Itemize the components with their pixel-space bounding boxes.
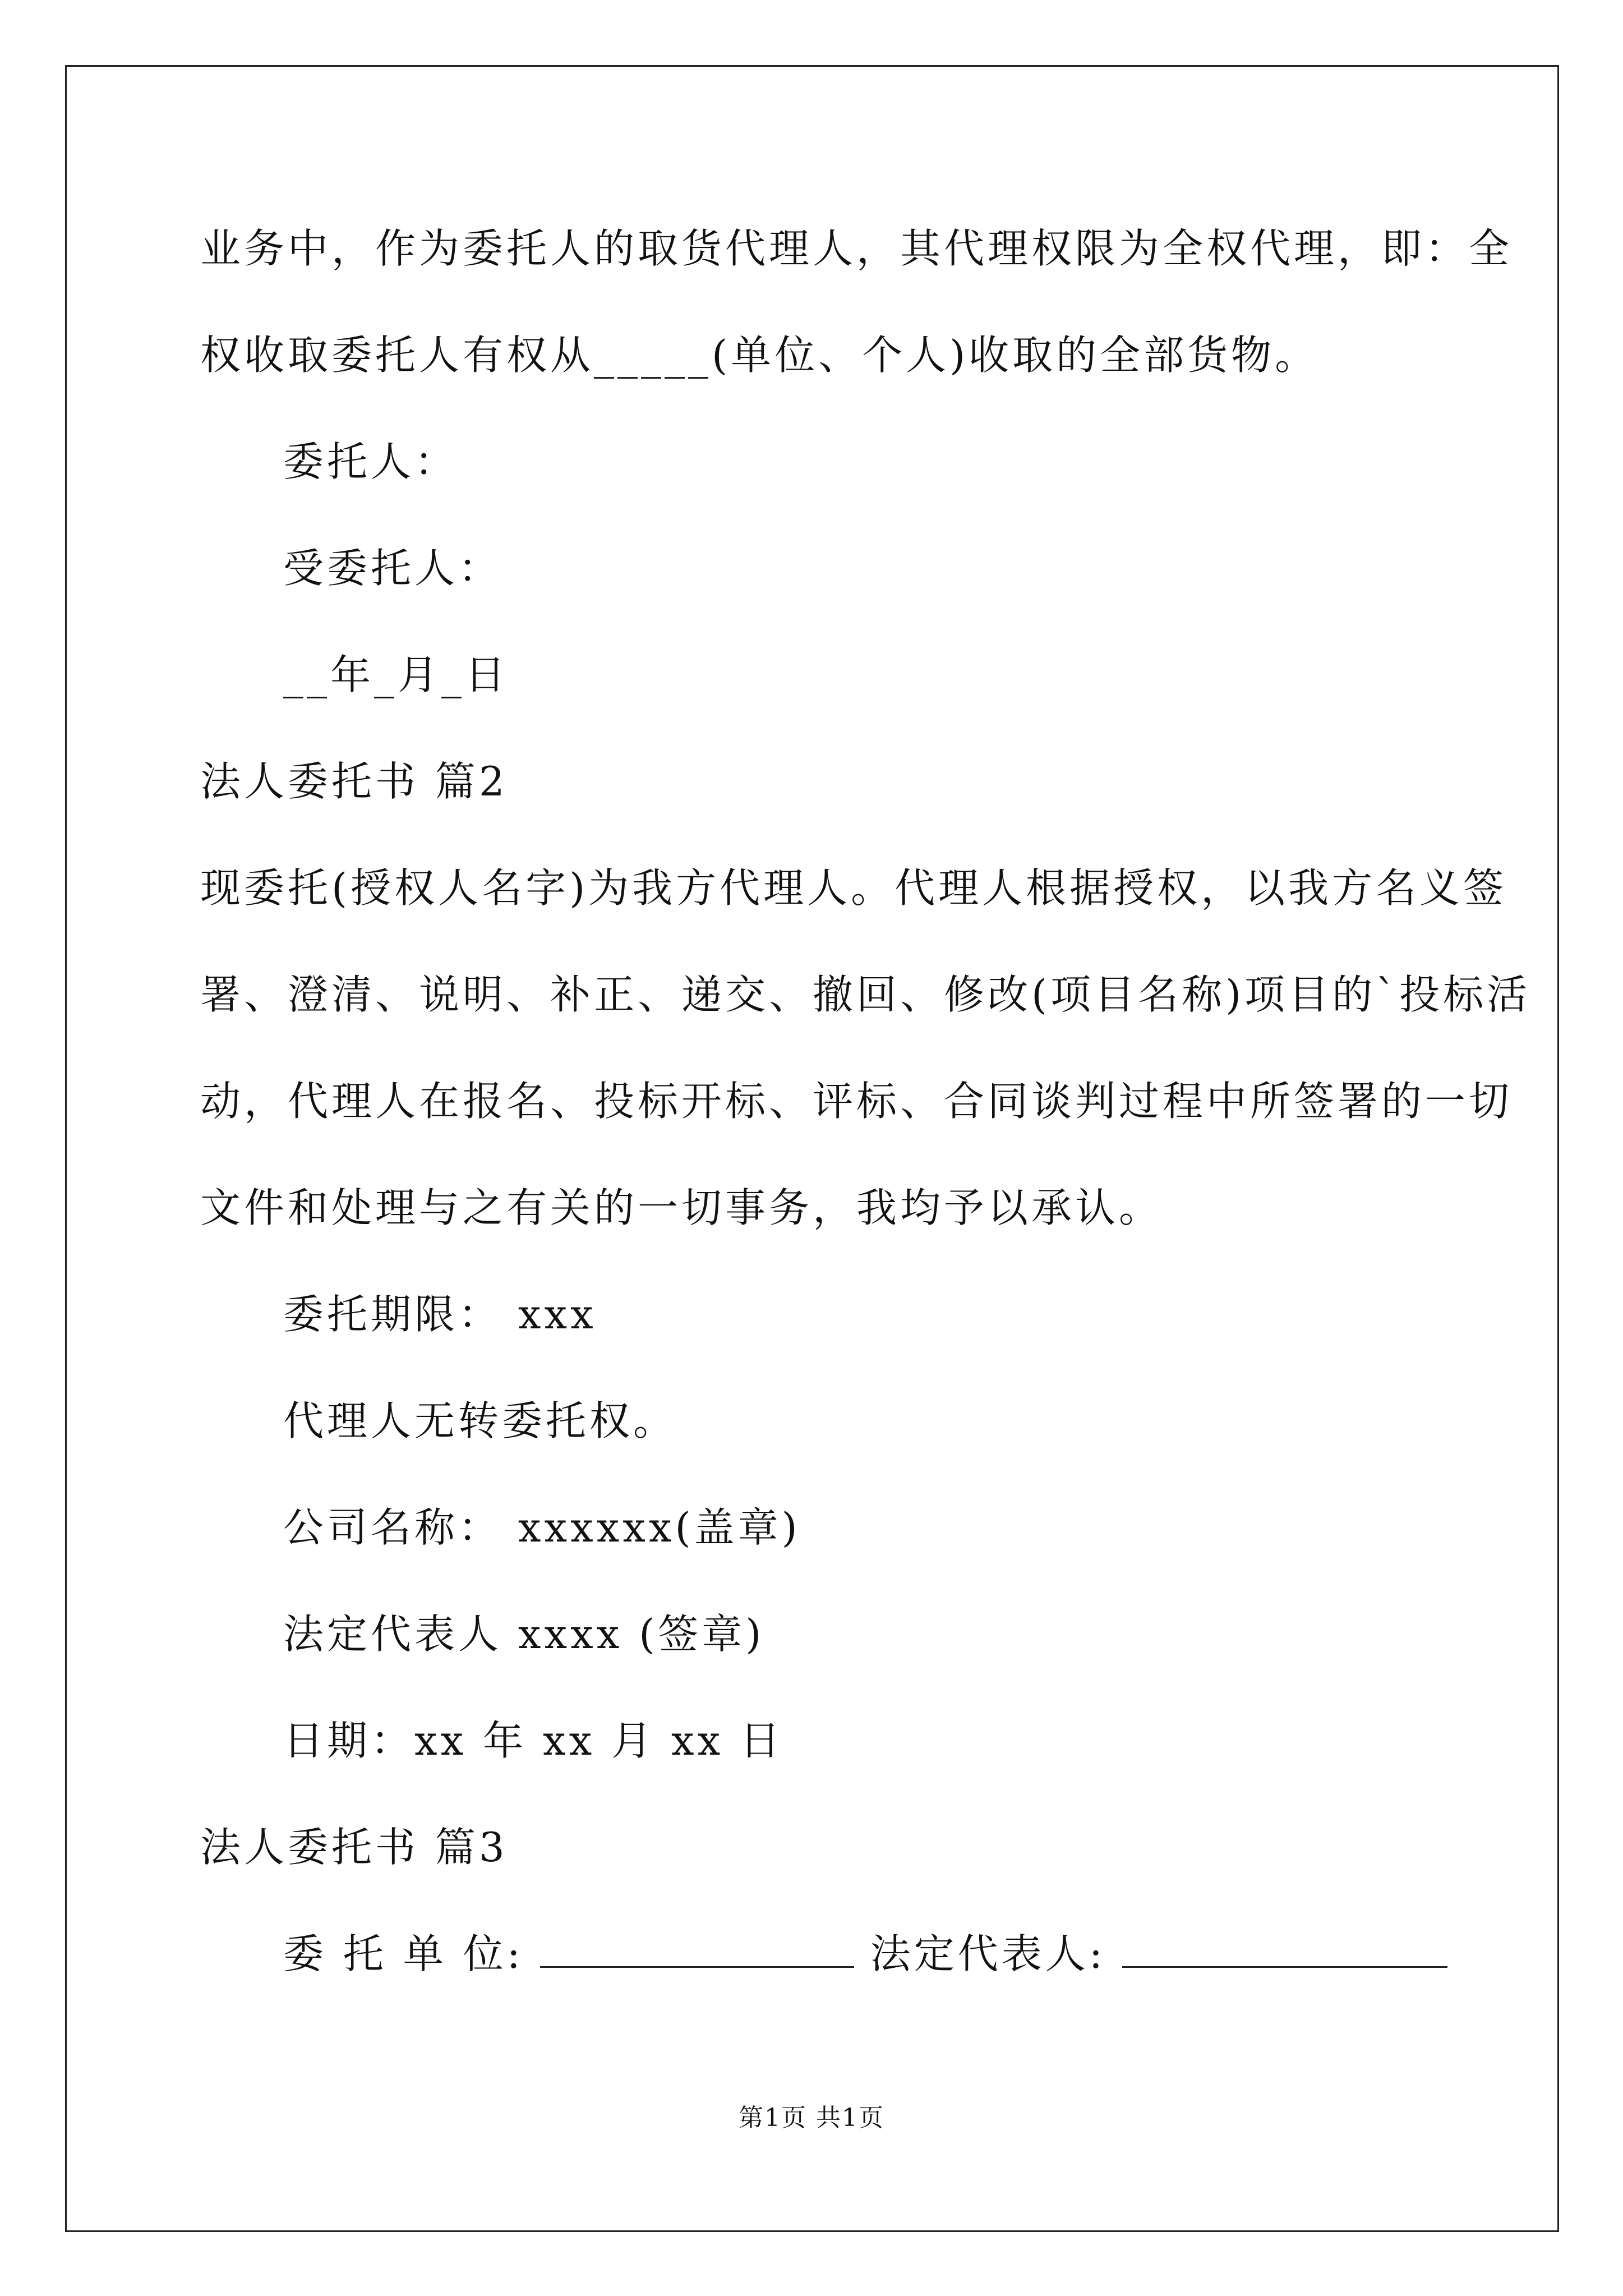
paragraph-line: 现委托(授权人名字)为我方代理人。代理人根据授权，以我方名义签 (200, 864, 1507, 912)
section-heading: 法人委托书 篇2 (200, 758, 508, 805)
unit-label: 委 托 单 位: (283, 1930, 524, 1977)
date-line: 日期：xx 年 xx 月 xx 日 (283, 1717, 784, 1764)
section-heading: 法人委托书 篇3 (200, 1824, 508, 1871)
paragraph-line: 文件和处理与之有关的一切事务，我均予以承认。 (200, 1184, 1163, 1231)
legal-rep-blank (1122, 1931, 1447, 1968)
company-name-line: 公司名称： xxxxxx(盖章) (283, 1504, 801, 1551)
page-footer: 第1页 共1页 (739, 2104, 884, 2132)
no-subdelegation-line: 代理人无转委托权。 (283, 1397, 677, 1444)
paragraph-line: 动，代理人在报名、投标开标、评标、合同谈判过程中所签署的一切 (200, 1078, 1513, 1125)
signature-fields-line (283, 1929, 1447, 1979)
paragraph-line: 权收取委托人有权从_____(单位、个人)收取的全部货物。 (200, 332, 1319, 379)
page-border (65, 65, 1559, 2232)
term-line: 委托期限： xxx (283, 1291, 597, 1338)
principal-label: 委托人： (283, 438, 459, 485)
legal-rep-line: 法定代表人 xxxx (签章) (283, 1611, 765, 1658)
paragraph-line: 署、澄清、说明、补正、递交、撤回、修改(项目名称)项目的`投标活 (200, 971, 1531, 1018)
legal-rep-label: 法定代表人: (870, 1930, 1106, 1977)
paragraph-line: 业务中，作为委托人的取货代理人，其代理权限为全权代理，即：全 (200, 225, 1513, 272)
unit-blank (540, 1931, 854, 1968)
date-placeholder: __年_月_日 (283, 651, 509, 698)
agent-label: 受委托人： (283, 545, 502, 592)
